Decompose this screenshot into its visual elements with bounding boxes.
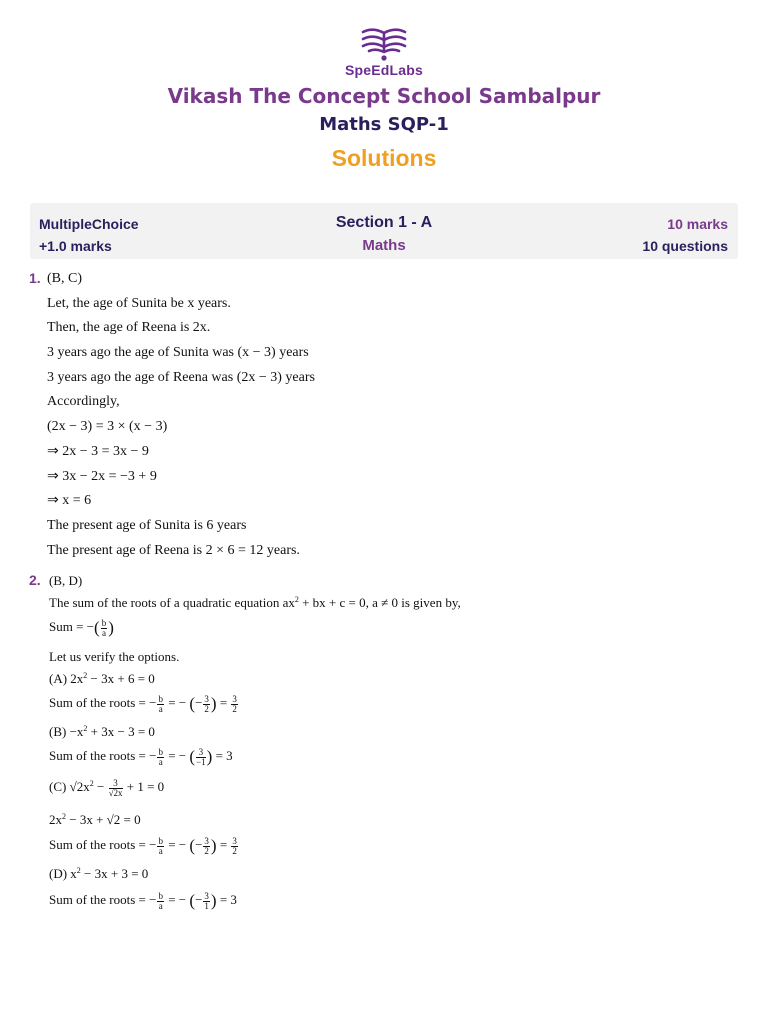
solution-line: ⇒ x = 6	[47, 493, 92, 509]
exponent: 2	[294, 595, 299, 604]
total-marks: 10 marks	[667, 216, 728, 232]
sum-roots-label: Sum of the roots = −	[49, 748, 157, 763]
option-b-text: (B) −x	[49, 724, 84, 739]
sum-roots-label: Sum of the roots = −	[49, 837, 157, 852]
option-d-text: (D) x	[49, 866, 77, 881]
section-info-bar	[30, 203, 738, 259]
option-c-simplified	[49, 811, 141, 829]
solution-line: Accordingly,	[47, 394, 120, 410]
solution-line: The present age of Sunita is 6 years	[47, 517, 247, 533]
solution-line: (2x − 3) = 3 × (x − 3)	[47, 419, 168, 435]
option-a-sum: Sum of the roots = − $\frac{b}{a}$ = − (− $\frac{3}{2}$ ) = $\frac{3}{2}$	[49, 693, 237, 714]
answer-line: (B, C)	[47, 271, 82, 286]
option-b	[49, 723, 155, 741]
section-title: Section 1 - A	[335, 214, 433, 231]
option-c-simpl-rest: − 3x + √2 = 0	[66, 812, 141, 827]
solutions-heading: Solutions	[331, 145, 437, 171]
option-d-sum: Sum of the roots = − $\frac{b}{a}$ = − (− $\frac{3}{1}$ ) = 3	[49, 890, 237, 911]
option-b-rest: + 3x − 3 = 0	[87, 724, 155, 739]
option-a-rest: − 3x + 6 = 0	[87, 671, 155, 686]
page-header	[0, 24, 768, 172]
option-b-sum: Sum of the roots = − $\frac{b}{a}$ = − ( $\frac{3}{-1}$ ) = 3	[49, 746, 233, 767]
intro-line	[49, 594, 461, 612]
option-c-simpl-text: 2x	[49, 812, 62, 827]
question-number: 2.	[29, 572, 41, 588]
paper-title: Maths SQP-1	[319, 114, 449, 135]
option-c-text: (C) √2x	[49, 779, 90, 794]
option-d	[49, 865, 148, 883]
option-c-rest: + 1 = 0	[123, 779, 165, 794]
intro-text-end: + bx + c = 0, a ≠ 0 is given by,	[298, 595, 461, 610]
solution-lines	[47, 270, 315, 566]
section-center	[30, 211, 738, 257]
result-value: 3	[230, 892, 237, 907]
option-d-rest: − 3x + 3 = 0	[80, 866, 149, 881]
school-name: Vikash The Concept School Sambalpur	[167, 84, 601, 108]
exponent: 2	[89, 779, 94, 788]
sum-label: Sum = −	[49, 619, 95, 634]
exponent: 2	[62, 812, 66, 821]
question-type: MultipleChoice	[39, 216, 139, 232]
section-subject: Maths	[362, 237, 406, 254]
exponent: 2	[76, 866, 81, 875]
brand-name: SpeEdLabs	[344, 62, 424, 78]
solution-line: 3 years ago the age of Reena was (2x − 3) years	[47, 369, 315, 385]
option-c: (C) $√2x^2$ − $\frac{3}{√2x}$ + 1 = 0	[49, 777, 165, 798]
solution-line: The present age of Reena is 2 × 6 = 12 years.	[47, 542, 300, 558]
sum-roots-label: Sum of the roots = −	[49, 892, 157, 907]
intro-text: The sum of the roots of a quadratic equation ax	[49, 595, 295, 610]
option-a	[49, 670, 155, 688]
verify-line: Let us verify the options.	[49, 649, 180, 664]
sum-formula: Sum = −( $\frac{b}{a}$ )	[49, 617, 114, 638]
sum-roots-label: Sum of the roots = −	[49, 695, 157, 710]
solution-line: ⇒ 2x − 3 = 3x − 9	[47, 443, 149, 459]
solution-line: Then, the age of Reena is 2x.	[47, 320, 211, 336]
section-right	[642, 213, 728, 257]
book-logo-icon	[359, 24, 409, 62]
solution-line: 3 years ago the age of Sunita was (x − 3) years	[47, 345, 309, 361]
question-count: 10 questions	[642, 238, 728, 254]
question-number: 1.	[29, 270, 41, 286]
marks-per-question: +1.0 marks	[39, 238, 112, 254]
exponent: 2	[83, 724, 88, 733]
solution-line: ⇒ 3x − 2x = −3 + 9	[47, 468, 157, 484]
exponent: 2	[83, 671, 88, 680]
result-value: 3	[226, 748, 233, 763]
option-a-text: (A) 2x	[49, 671, 84, 686]
fraction-b-over-a: $\frac{b}{a}$	[101, 617, 107, 638]
answer-line: (B, D)	[49, 573, 83, 588]
solution-line: Let, the age of Sunita be x years.	[47, 295, 231, 311]
option-c-sum: Sum of the roots = − $\frac{b}{a}$ = − (− $\frac{3}{2}$ ) = $\frac{3}{2}$	[49, 835, 237, 856]
